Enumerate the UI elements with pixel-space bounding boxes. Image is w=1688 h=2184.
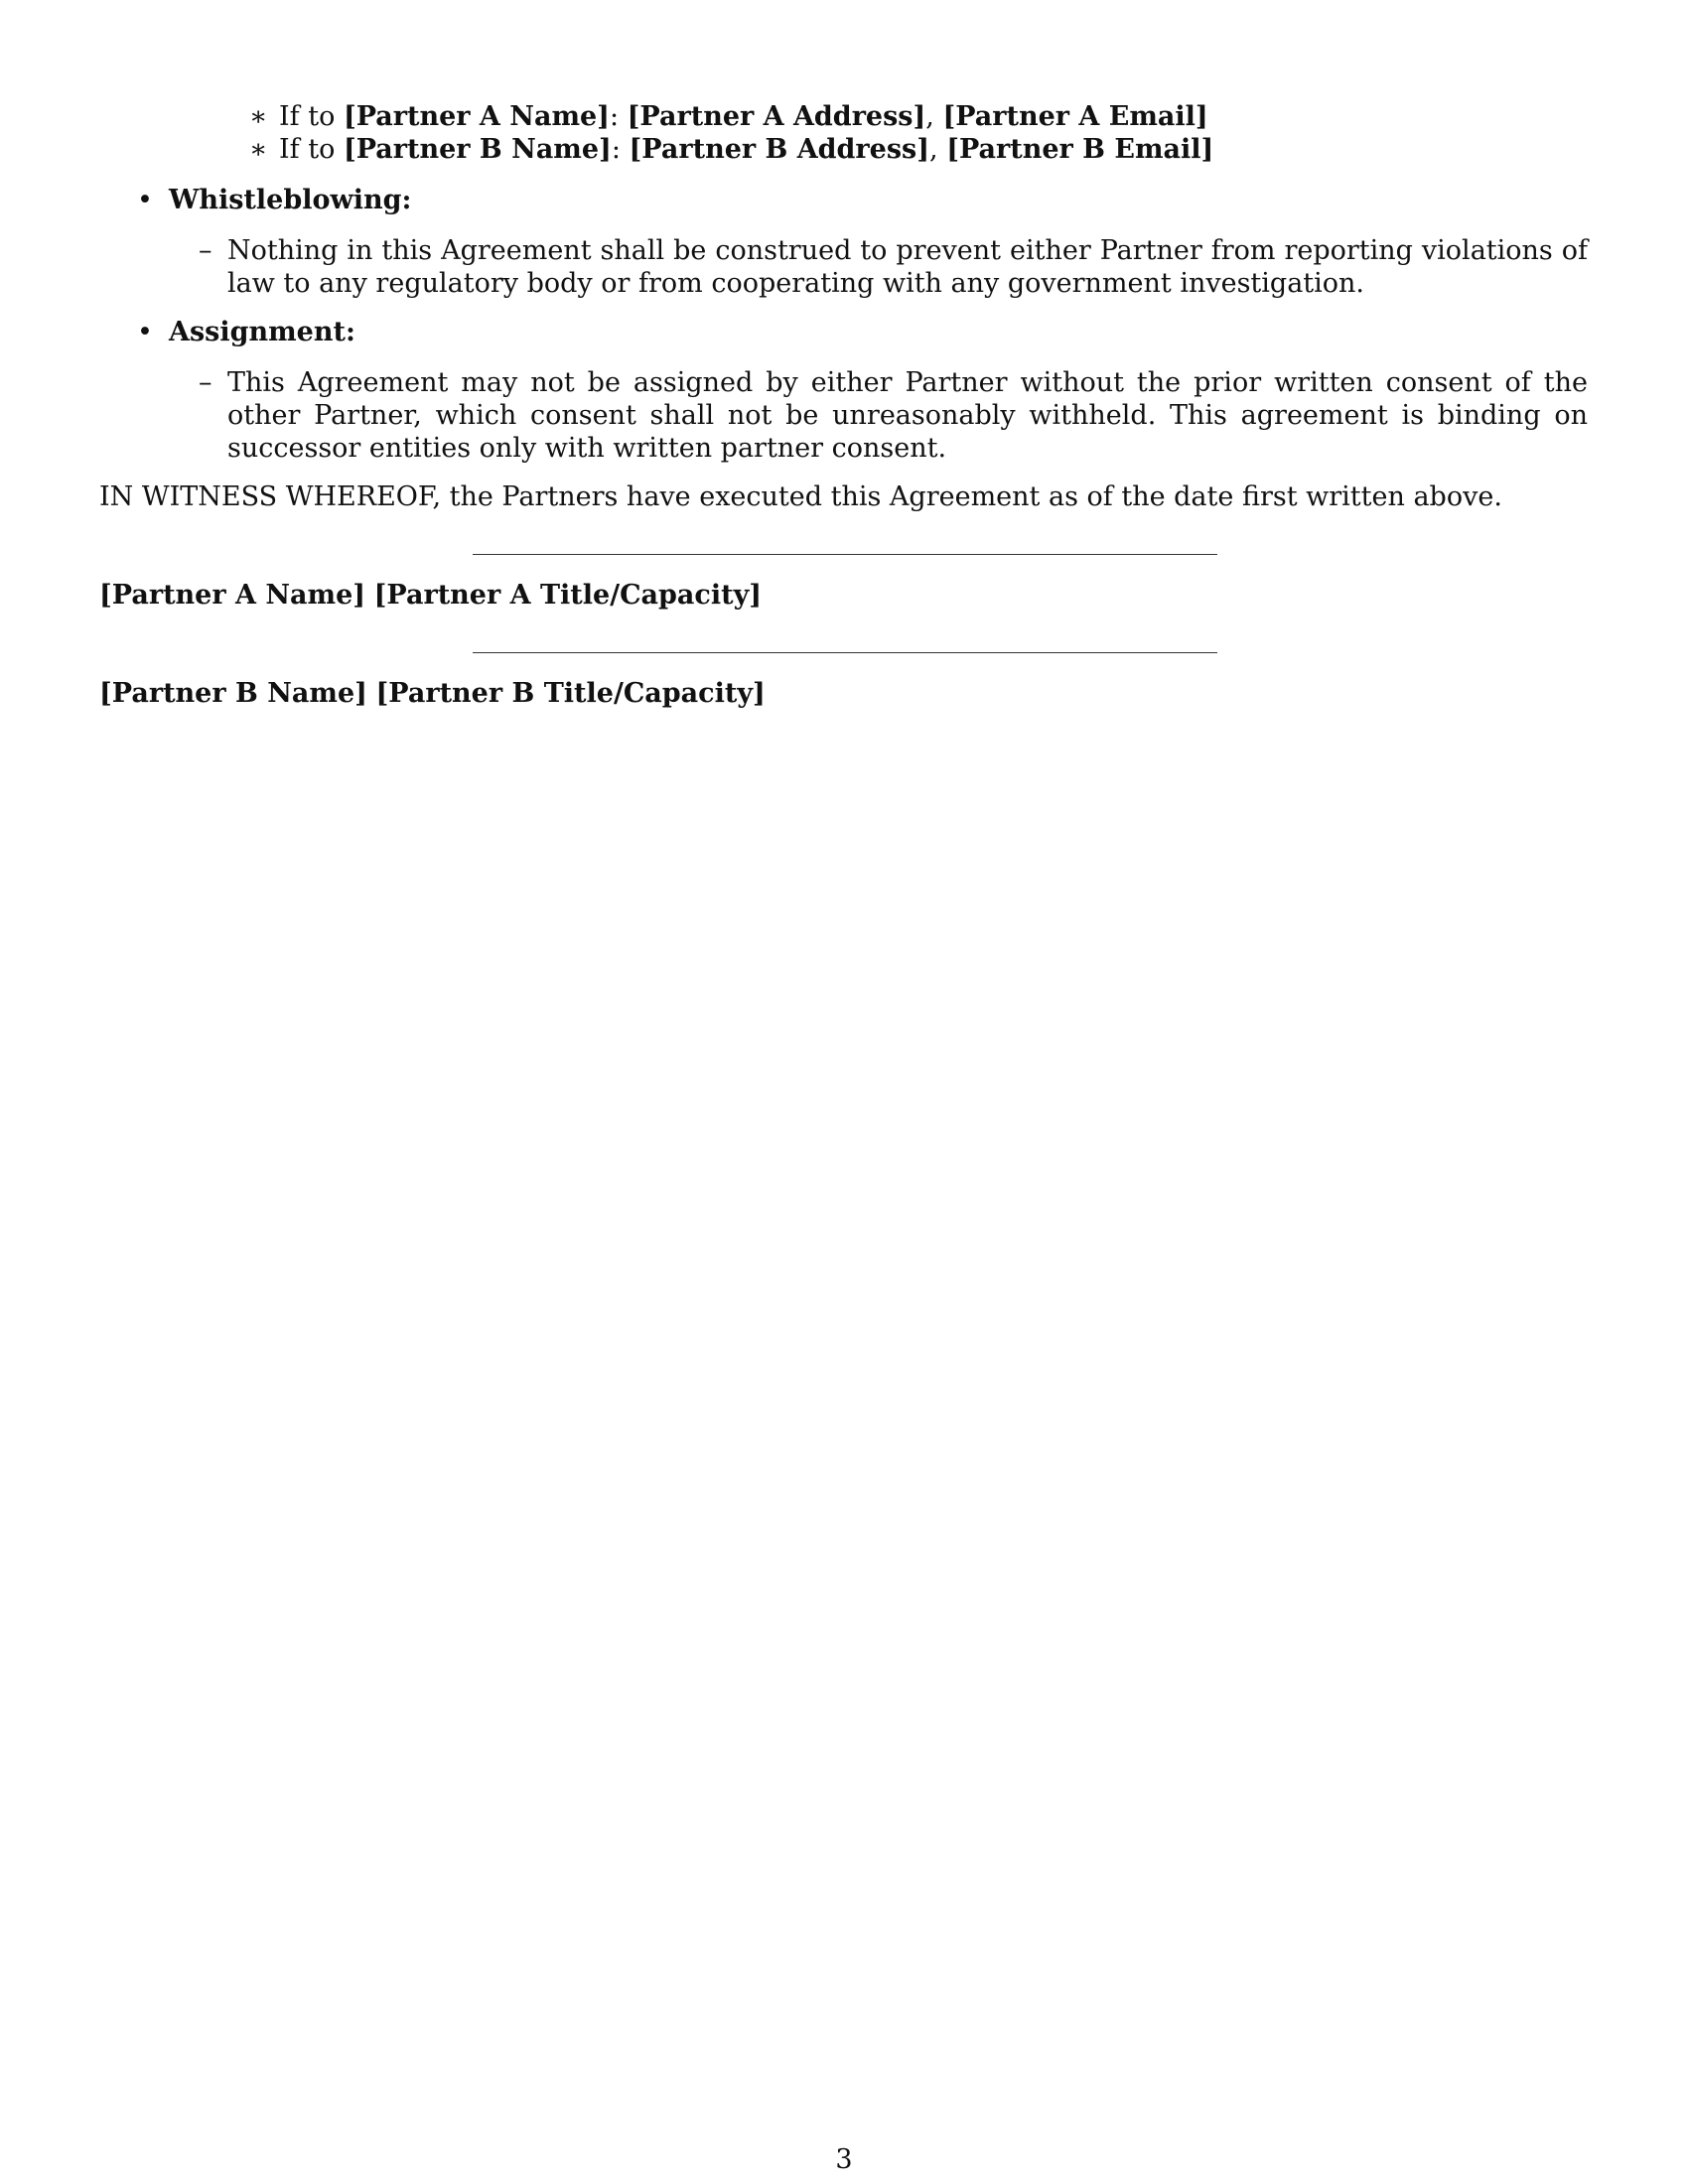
signature-line-partner-b <box>473 652 1217 653</box>
notice-partner-name: [Partner B Name] <box>343 134 612 165</box>
asterisk-bullet-icon: ∗ <box>249 101 268 132</box>
signature-line-partner-a <box>473 554 1217 555</box>
signatory-title: [Partner B Title/Capacity] <box>375 678 766 709</box>
signature-block-partner-a <box>99 579 762 612</box>
notice-partner-email: [Partner B Email] <box>946 134 1214 165</box>
bullet-icon: • <box>137 185 153 215</box>
notice-prefix: If to <box>279 101 344 132</box>
whistleblowing-text: Nothing in this Agreement shall be construed to prevent either Partner from reporting violations of law to any regulatory body or from cooperating with any government investigation. <box>227 235 1588 299</box>
notice-partner-email: [Partner A Email] <box>942 101 1208 132</box>
separator: , <box>925 101 943 132</box>
notice-partner-address: [Partner B Address] <box>629 134 930 165</box>
separator: , <box>929 134 947 165</box>
assignment-text: This Agreement may not be assigned by either Partner without the prior written consent of the other Partner, which consent shall not be unreasonably withheld. This agreement is binding on successor entities only with written partner consent. <box>227 367 1588 464</box>
bullet-icon: • <box>137 317 153 347</box>
notice-prefix: If to <box>279 134 344 165</box>
separator: : <box>611 134 630 165</box>
notice-partner-a <box>279 100 1208 133</box>
witness-statement: IN WITNESS WHEREOF, the Partners have executed this Agreement as of the date first written above. <box>99 481 1502 512</box>
signatory-title: [Partner A Title/Capacity] <box>373 580 763 611</box>
dash-bullet-icon: – <box>199 235 212 266</box>
signature-block-partner-b <box>99 677 766 710</box>
heading-text: Whistleblowing: <box>169 185 412 215</box>
notice-partner-address: [Partner A Address] <box>627 101 926 132</box>
dash-bullet-icon: – <box>199 367 212 398</box>
separator: : <box>609 101 628 132</box>
heading-text: Assignment: <box>169 317 355 347</box>
section-heading-assignment <box>169 316 355 348</box>
signatory-name: [Partner B Name] <box>99 678 367 709</box>
asterisk-bullet-icon: ∗ <box>249 134 268 165</box>
notice-partner-b <box>279 133 1213 166</box>
page-number: 3 <box>835 2144 853 2175</box>
signatory-name: [Partner A Name] <box>99 580 366 611</box>
notice-partner-name: [Partner A Name] <box>343 101 610 132</box>
section-heading-whistleblowing <box>169 184 411 216</box>
